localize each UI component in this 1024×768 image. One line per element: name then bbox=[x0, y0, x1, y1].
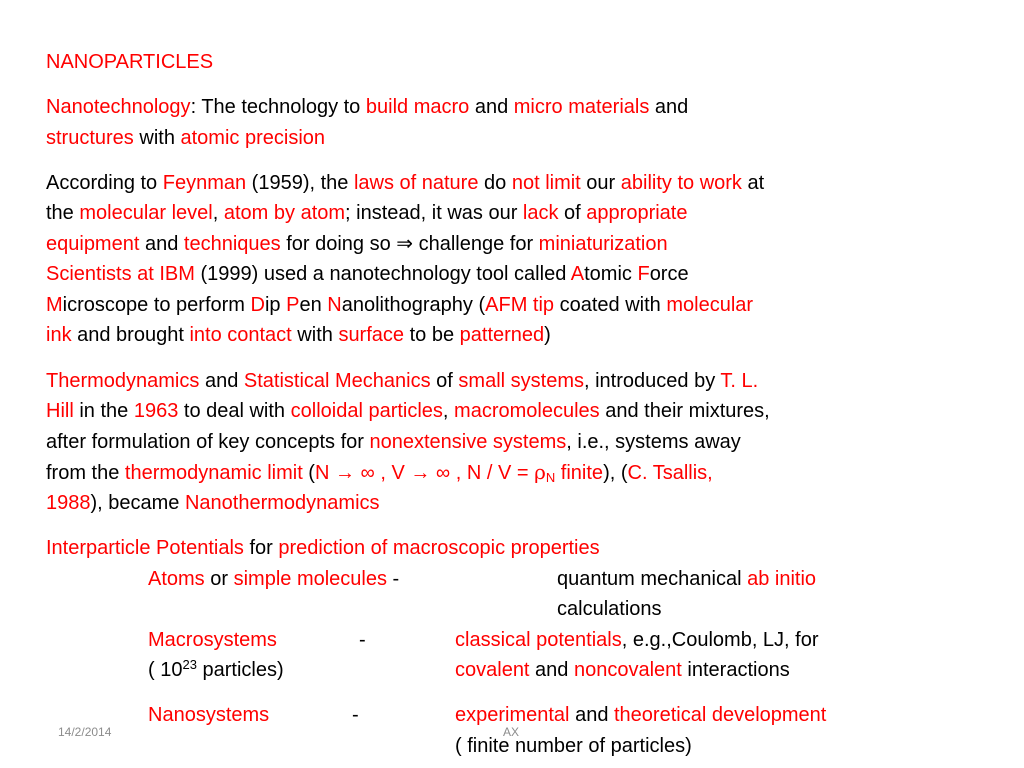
nanotech-definition-line-1: Nanotechnology: The technology to build macro and micro materials and bbox=[46, 96, 689, 118]
thermo-line-3: after formulation of key concepts for nonextensive systems, i.e., systems away bbox=[46, 431, 741, 453]
nanosystems-description: experimental and theoretical development bbox=[455, 704, 827, 726]
atoms-description-cont: calculations bbox=[557, 598, 662, 620]
ibm-line-2: Microscope to perform Dip Pen Nanolithography (AFM tip coated with molecular bbox=[46, 294, 754, 316]
macrosystems-label: Macrosystems bbox=[148, 629, 277, 651]
macrosystems-dash: - bbox=[359, 629, 366, 651]
feynman-line-3: equipment and techniques for doing so ⇒ challenge for miniaturization bbox=[46, 233, 668, 255]
feynman-line-2: the molecular level, atom by atom; instead, it was our lack of appropriate bbox=[46, 202, 688, 224]
nanotech-definition-line-2: structures with atomic precision bbox=[46, 127, 326, 149]
atoms-description: quantum mechanical ab initio bbox=[557, 568, 817, 590]
macrosystems-description: classical potentials, e.g.,Coulomb, LJ, for bbox=[455, 629, 819, 651]
potentials-heading: Interparticle Potentials for prediction of macroscopic properties bbox=[46, 537, 600, 559]
thermo-line-4: from the thermodynamic limit (N → ∞ , V → ∞ , $N / V = \rho_N$ finite), (C. Tsallis, bbox=[46, 460, 713, 485]
nanosystems-description-cont: ( finite number of particles) bbox=[455, 735, 692, 757]
thermo-line-2: Hill in the 1963 to deal with colloidal particles, macromolecules and their mixtures, bbox=[46, 400, 770, 422]
thermo-line-1: Thermodynamics and Statistical Mechanics of small systems, introduced by T. L. bbox=[46, 370, 759, 392]
footer-initials: AX bbox=[503, 725, 520, 739]
feynman-line-1: According to Feynman (1959), the laws of nature do not limit our ability to work at bbox=[46, 172, 765, 194]
macrosystems-particle-count: ( $10^{23}$ particles) bbox=[148, 657, 284, 681]
slide-title: NANOPARTICLES bbox=[46, 51, 214, 73]
footer-date: 14/2/2014 bbox=[58, 725, 112, 739]
nanosystems-dash: - bbox=[352, 704, 359, 726]
nanosystems-label: Nanosystems bbox=[148, 704, 270, 726]
thermo-line-5: 1988), became Nanothermodynamics bbox=[46, 492, 380, 514]
macrosystems-description-cont: covalent and noncovalent interactions bbox=[455, 659, 790, 681]
ibm-line-3: ink and brought into contact with surface to be patterned) bbox=[46, 324, 551, 346]
ibm-line-1: Scientists at IBM (1999) used a nanotechnology tool called Atomic Force bbox=[46, 263, 689, 285]
atoms-label: Atoms or simple molecules - bbox=[148, 568, 400, 590]
